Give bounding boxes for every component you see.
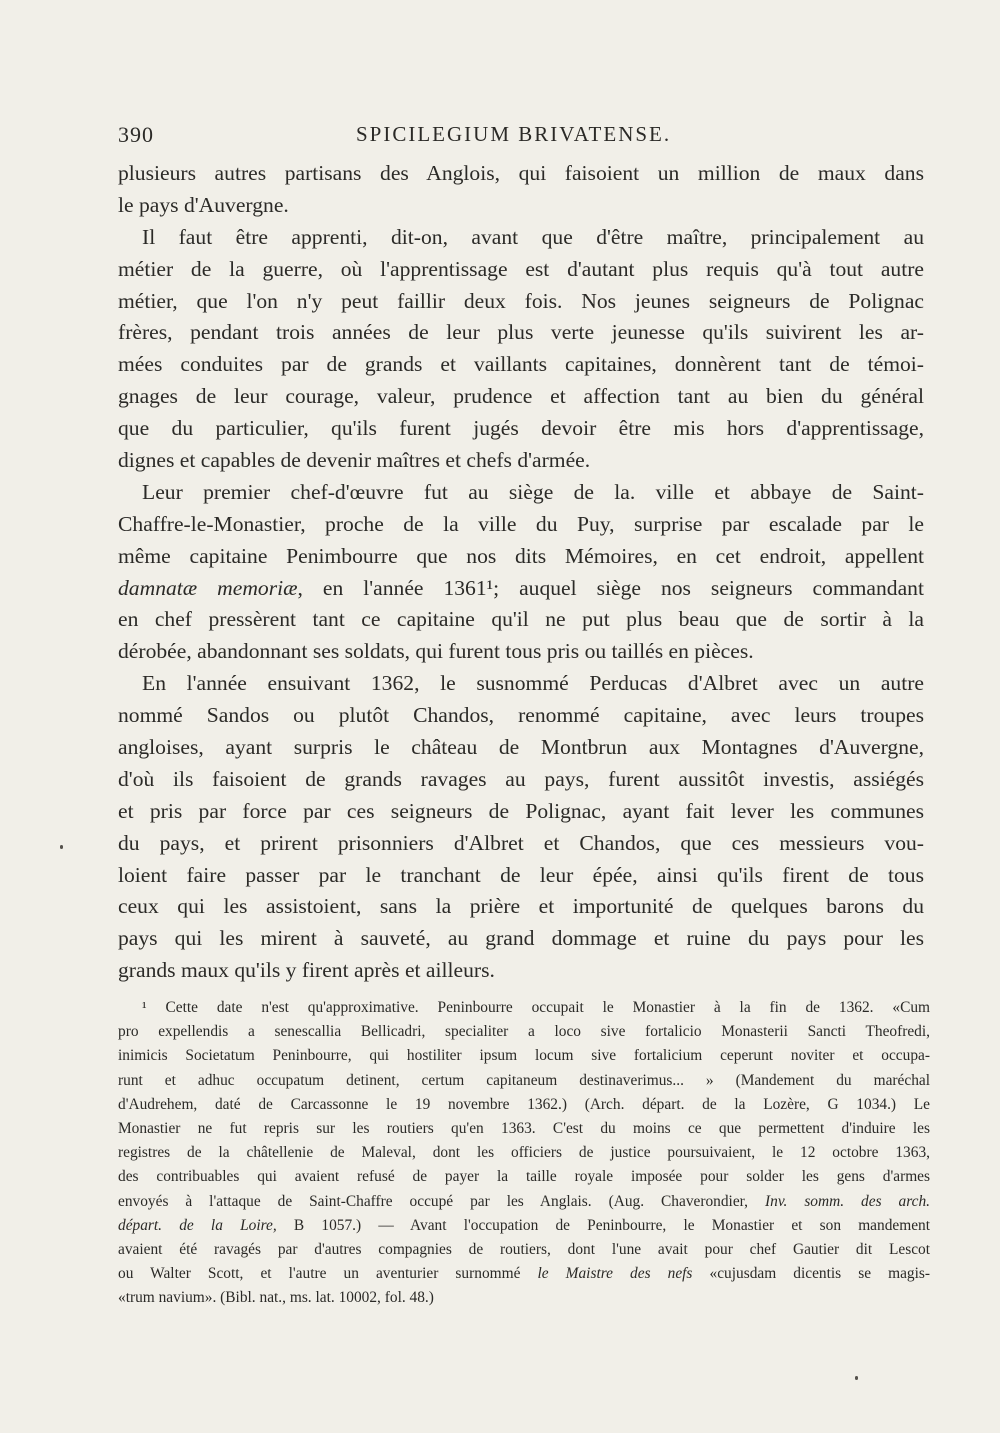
- text-line: et pris par force par ces seigneurs de Polignac, ayant fait lever les communes: [118, 798, 924, 823]
- text-line: Il faut être apprenti, dit-on, avant que d'être maître, principalement au: [142, 224, 924, 249]
- text-line: En l'année ensuivant 1362, le susnommé Perducas d'Albret avec un autre: [142, 671, 924, 696]
- text-line: dérobée, abandonnant ses soldats, qui furent tous pris ou taillés en pièces.: [118, 639, 754, 664]
- italic-phrase: départ. de la Loire,: [118, 1216, 277, 1234]
- footnote-line: pro expellendis a senescallia Bellicadri, specialiter a loco sive fortalicio Monasterii Sancti Theofredi,: [118, 1023, 930, 1041]
- footnote-line: [118, 1190, 930, 1214]
- footnote-line: avaient été ravagés par d'autres compagnies de routiers, dont l'une avait pour chef Gautier dit Lescot: [118, 1240, 930, 1258]
- text-line: d'où ils faisoient de grands ravages au pays, furent aussitôt investis, assiégés: [118, 766, 924, 791]
- footnotes: [118, 996, 930, 1310]
- text-line: mées conduites par de grands et vaillants capitaines, donnèrent tant de témoi-: [118, 352, 924, 377]
- footnote-line: [118, 1262, 930, 1286]
- text-line: même capitaine Penimbourre que nos dits Mémoires, en cet endroit, appellent: [118, 543, 924, 568]
- ink-speck: [60, 845, 63, 849]
- text-line: grands maux qu'ils y firent après et ailleurs.: [118, 958, 495, 983]
- text-run: , en l'année 1361¹; auquel siège nos seigneurs commandant: [297, 575, 924, 600]
- text-line: frères, pendant trois années de leur plus verte jeunesse qu'ils suivirent les ar-: [118, 320, 924, 345]
- text-line: métier, que l'on n'y peut faillir deux fois. Nos jeunes seigneurs de Polignac: [118, 288, 924, 313]
- footnote-line: [118, 1214, 930, 1238]
- text-run: B 1057.) — Avant l'occupation de Peninbourre, le Monastier et son mandement: [276, 1216, 930, 1234]
- text-line: dignes et capables de devenir maîtres et chefs d'armée.: [118, 448, 591, 473]
- text-line: loient faire passer par le tranchant de leur épée, ainsi qu'ils firent de tous: [118, 862, 924, 887]
- running-title: SPICILEGIUM BRIVATENSE.: [356, 122, 672, 146]
- text-line: plusieurs autres partisans des Anglois, qui faisoient un million de maux dans: [118, 161, 924, 185]
- page-number: 390: [118, 122, 154, 147]
- body-text: [118, 158, 924, 987]
- footnote-line: «trum navium». (Bibl. nat., ms. lat. 10002, fol. 48.): [118, 1289, 434, 1307]
- text-line: que du particulier, qu'ils furent jugés devoir être mis hors d'apprentissage,: [118, 416, 924, 441]
- text-line: métier de la guerre, où l'apprentissage est d'autant plus requis qu'à tout autre: [118, 256, 924, 281]
- footnote-line: runt et adhuc occupatum detinent, certum capitaneum destinaverimus... » (Mandement du maréchal: [118, 1071, 930, 1089]
- text-line: [118, 573, 924, 605]
- footnote-line: d'Audrehem, daté de Carcassonne le 19 novembre 1362.) (Arch. départ. de la Lozère, G 1034.) Le: [118, 1095, 930, 1113]
- text-line: Leur premier chef-d'œuvre fut au siège de la. ville et abbaye de Saint-: [142, 479, 924, 504]
- text-run: envoyés à l'attaque de Saint-Chaffre occupé par les Anglais. (Aug. Chaverondier,: [118, 1192, 765, 1210]
- text-run: ou Walter Scott, et l'autre un aventurier surnommé: [118, 1265, 538, 1283]
- italic-phrase: le Maistre des nefs: [537, 1265, 693, 1283]
- italic-phrase: Inv. somm. des arch.: [765, 1192, 930, 1210]
- footnote-line: inimicis Societatum Peninbourre, qui hostiliter ipsum locum sive fortalicium ceperunt noviter et occupa-: [118, 1047, 930, 1065]
- text-line: nommé Sandos ou plutôt Chandos, renommé capitaine, avec leurs troupes: [118, 703, 924, 728]
- italic-phrase: damnatæ memoriæ: [118, 575, 298, 600]
- footnote-line: ¹ Cette date n'est qu'approximative. Peninbourre occupait le Monastier à la fin de 1362. «Cum: [142, 999, 930, 1016]
- text-line: Chaffre-le-Monastier, proche de la ville du Puy, surprise par escalade par le: [118, 511, 924, 536]
- text-line: en chef pressèrent tant ce capitaine qu'il ne put plus beau que de sortir à la: [118, 607, 924, 632]
- text-line: le pays d'Auvergne.: [118, 192, 289, 217]
- text-line: gnages de leur courage, valeur, prudence et affection tant au bien du général: [118, 384, 924, 409]
- text-line: angloises, ayant surpris le château de Montbrun aux Montagnes d'Auvergne,: [118, 735, 924, 760]
- footnote-line: Monastier ne fut repris sur les routiers qu'en 1363. C'est du moins ce que permettent d'induire les: [118, 1119, 930, 1137]
- footnote-line: des contribuables qui avaient refusé de payer la taille royale imposée pour solder les gens d'armes: [118, 1168, 930, 1186]
- page-header: [118, 122, 878, 152]
- footnote-line: registres de la châtellenie de Maleval, dont les officiers de justice poursuivaient, le 12 octobre 1363,: [118, 1144, 930, 1162]
- text-run: «cujusdam dicentis se magis-: [692, 1265, 930, 1283]
- ink-speck: [855, 1376, 858, 1380]
- text-line: pays qui les mirent à sauveté, au grand dommage et ruine du pays pour les: [118, 926, 924, 951]
- text-line: du pays, et prirent prisonniers d'Albret et Chandos, que ces messieurs vou-: [118, 830, 924, 855]
- text-line: ceux qui les assistoient, sans la prière et importunité de quelques barons du: [118, 894, 924, 919]
